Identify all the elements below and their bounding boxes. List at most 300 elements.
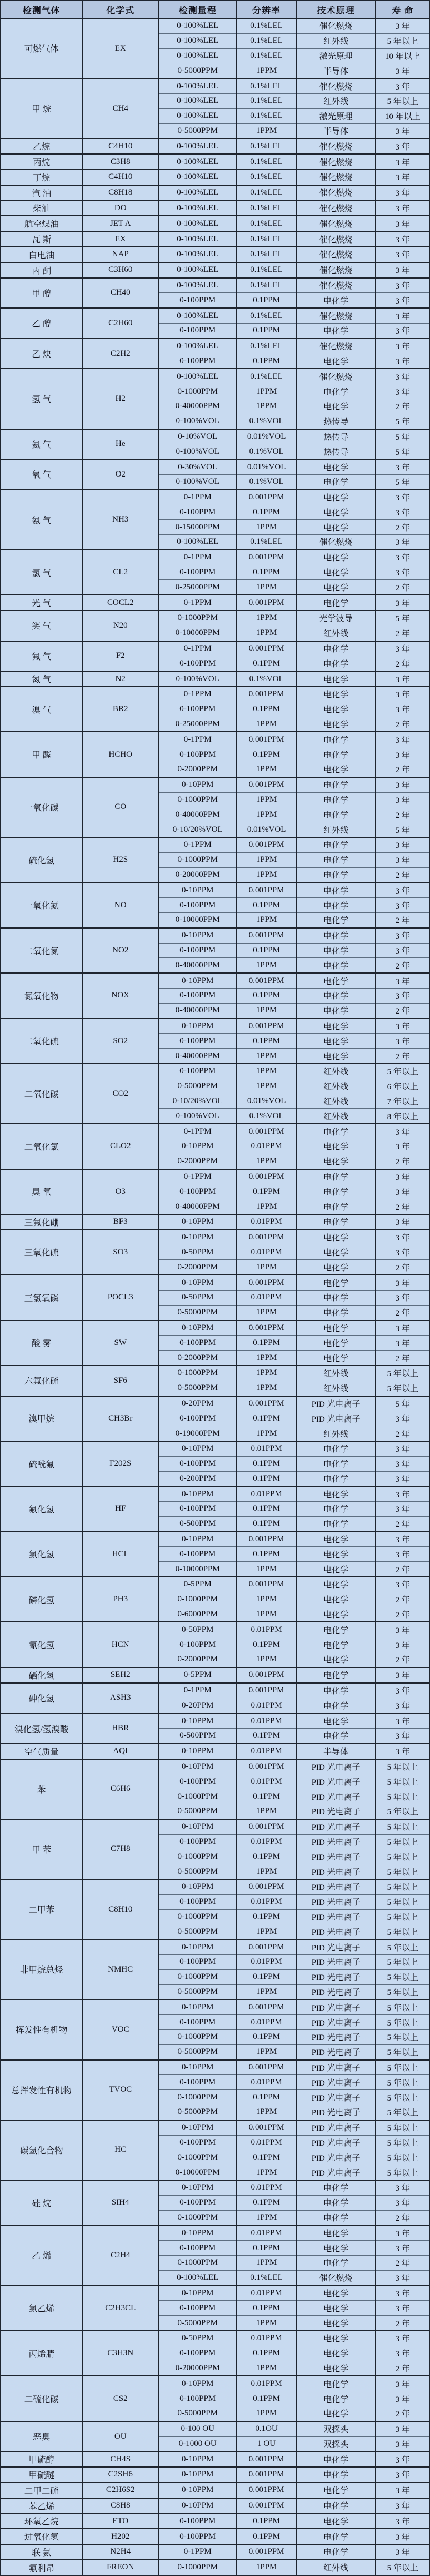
range-cell: 0-100PPM	[158, 1637, 237, 1652]
principle-cell: 电化学	[296, 641, 376, 656]
resolution-cell: 0.1OU	[237, 2421, 296, 2436]
principle-cell: PID 光电离子	[296, 1969, 376, 1984]
lifespan-cell: 10 年以上	[376, 48, 429, 63]
range-cell: 0-5000PPM	[158, 1984, 237, 1999]
lifespan-cell: 2 年	[376, 399, 429, 414]
lifespan-cell: 5 年以上	[376, 2135, 429, 2150]
range-cell: 0-100PPM	[158, 354, 237, 369]
principle-cell: 电化学	[296, 1698, 376, 1713]
resolution-cell: 0.001PPM	[237, 928, 296, 943]
range-cell: 0-100 OU	[158, 2421, 237, 2436]
resolution-cell: 1PPM	[237, 1064, 296, 1079]
range-cell: 0-100%LEL	[158, 535, 237, 550]
resolution-cell: 0.001PPM	[237, 550, 296, 565]
gas-name-cell: 环氧乙烷	[1, 2513, 82, 2529]
lifespan-cell: 3 年	[376, 1336, 429, 1351]
lifespan-cell: 3 年	[376, 505, 429, 520]
resolution-cell: 0.1PPM	[237, 2513, 296, 2529]
lifespan-cell: 5 年以上	[376, 2165, 429, 2180]
principle-cell: 电化学	[296, 807, 376, 822]
range-cell: 0-10PPM	[158, 1999, 237, 2014]
table-row	[1, 459, 429, 474]
range-cell: 0-1PPM	[158, 1124, 237, 1139]
range-cell: 0-5000PPM	[158, 1864, 237, 1879]
principle-cell: PID 光电离子	[296, 1849, 376, 1864]
range-cell: 0-100%LEL	[158, 247, 237, 262]
table-row	[1, 2483, 429, 2498]
principle-cell: 电化学	[296, 928, 376, 943]
lifespan-cell: 2 年	[376, 762, 429, 777]
gas-name-cell: 挥发性有机物	[1, 1999, 82, 2059]
resolution-cell: 1PPM	[237, 1426, 296, 1441]
resolution-cell: 0.01%VOL	[237, 822, 296, 837]
range-cell: 0-15000PPM	[158, 520, 237, 535]
lifespan-cell: 2 年	[376, 1516, 429, 1531]
range-cell: 0-1000PPM	[158, 1592, 237, 1607]
resolution-cell: 0.1%VOL	[237, 414, 296, 429]
range-cell: 0-1000PPM	[158, 792, 237, 807]
range-cell: 0-10PPM	[158, 928, 237, 943]
resolution-cell: 0.01PPM	[237, 1774, 296, 1789]
lifespan-cell: 3 年	[376, 2421, 429, 2436]
resolution-cell: 0.001PPM	[237, 490, 296, 505]
lifespan-cell: 2 年	[376, 1562, 429, 1577]
resolution-cell: 0.01PPM	[237, 2075, 296, 2090]
resolution-cell: 0.1PPM	[237, 1547, 296, 1562]
range-cell: 0-200PPM	[158, 1471, 237, 1486]
lifespan-cell: 3 年	[376, 63, 429, 78]
range-cell: 0-100PPM	[158, 1064, 237, 1079]
principle-cell: 电化学	[296, 1441, 376, 1456]
range-cell: 0-10PPM	[158, 1275, 237, 1290]
lifespan-cell: 3 年	[376, 882, 429, 897]
resolution-cell: 0.001PPM	[237, 1819, 296, 1834]
gas-name-cell: 三氯氧磷	[1, 1275, 82, 1320]
range-cell: 0-40000PPM	[158, 399, 237, 414]
resolution-cell: 0.1PPM	[237, 747, 296, 762]
range-cell: 0-100%LEL	[158, 216, 237, 231]
range-cell: 0-10PPM	[158, 2286, 237, 2301]
resolution-cell: 1PPM	[237, 1924, 296, 1939]
range-cell: 0-1PPM	[158, 837, 237, 852]
gas-name-cell: 氮氧化物	[1, 973, 82, 1018]
principle-cell: 催化燃烧	[296, 262, 376, 278]
range-cell: 0-100PPM	[158, 943, 237, 958]
range-cell: 0-10%VOL	[158, 429, 237, 444]
resolution-cell: 0.1PPM	[237, 323, 296, 338]
range-cell: 0-100PPM	[158, 565, 237, 580]
gas-name-cell: 空气质量	[1, 1744, 82, 1759]
principle-cell: 电化学	[296, 2498, 376, 2514]
resolution-cell: 0.1PPM	[237, 1909, 296, 1924]
principle-cell: 电化学	[296, 1290, 376, 1305]
range-cell: 0-20000PPM	[158, 2361, 237, 2376]
formula-cell: CH4	[82, 78, 158, 138]
gas-name-cell: 硫酰氟	[1, 1441, 82, 1486]
resolution-cell: 0.001PPM	[237, 1939, 296, 1954]
principle-cell: PID 光电离子	[296, 1396, 376, 1411]
range-cell: 0-19000PPM	[158, 1426, 237, 1441]
lifespan-cell: 2 年	[376, 656, 429, 671]
principle-cell: 电化学	[296, 1592, 376, 1607]
table-row	[1, 2421, 429, 2436]
range-cell: 0-10PPM	[158, 973, 237, 988]
resolution-cell: 0.001PPM	[237, 1275, 296, 1290]
gas-name-cell: 氯 气	[1, 550, 82, 595]
range-cell: 0-1000PPM	[158, 2029, 237, 2044]
principle-cell: 电化学	[296, 2391, 376, 2406]
formula-cell: H2	[82, 369, 158, 429]
resolution-cell: 0.1%LEL	[237, 185, 296, 201]
principle-cell: 催化燃烧	[296, 185, 376, 201]
range-cell: 0-20PPM	[158, 1396, 237, 1411]
lifespan-cell: 2 年	[376, 1426, 429, 1441]
range-cell: 0-50PPM	[158, 1245, 237, 1260]
lifespan-cell: 5 年以上	[376, 2560, 429, 2575]
resolution-cell: 0.1PPM	[237, 1729, 296, 1744]
range-cell: 0-10PPM	[158, 1214, 237, 1230]
principle-cell: 电化学	[296, 687, 376, 702]
lifespan-cell: 3 年	[376, 777, 429, 792]
principle-cell: 催化燃烧	[296, 154, 376, 170]
lifespan-cell: 3 年	[376, 792, 429, 807]
resolution-cell: 0.1PPM	[237, 1471, 296, 1486]
gas-name-cell: 丙 酮	[1, 262, 82, 278]
range-cell: 0-100PPM	[158, 1834, 237, 1849]
resolution-cell: 1PPM	[237, 1154, 296, 1169]
range-cell: 0-10PPM	[158, 2467, 237, 2483]
resolution-cell: 1PPM	[237, 913, 296, 928]
column-header-lifespan: 寿 命	[376, 1, 429, 18]
lifespan-cell: 5 年以上	[376, 1984, 429, 1999]
formula-cell: SIH4	[82, 2180, 158, 2225]
range-cell: 0-10PPM	[158, 1441, 237, 1456]
lifespan-cell: 5 年	[376, 414, 429, 429]
principle-cell: 电化学	[296, 1214, 376, 1230]
principle-cell: 电化学	[296, 973, 376, 988]
lifespan-cell: 3 年	[376, 1683, 429, 1698]
principle-cell: 电化学	[296, 1486, 376, 1501]
principle-cell: 催化燃烧	[296, 308, 376, 323]
lifespan-cell: 3 年	[376, 308, 429, 323]
resolution-cell: 0.001PPM	[237, 1396, 296, 1411]
principle-cell: 热传导	[296, 429, 376, 444]
resolution-cell: 0.1PPM	[237, 1456, 296, 1471]
gas-name-cell: 二甲苯	[1, 1879, 82, 1939]
lifespan-cell: 3 年	[376, 2451, 429, 2467]
lifespan-cell: 2 年	[376, 1652, 429, 1667]
principle-cell: PID 光电离子	[296, 1999, 376, 2014]
column-header-formula: 化学式	[82, 1, 158, 18]
range-cell: 0-100PPM	[158, 1184, 237, 1199]
formula-cell: C4H10	[82, 170, 158, 185]
range-cell: 0-25000PPM	[158, 717, 237, 732]
principle-cell: 红外线	[296, 1109, 376, 1124]
table-row	[1, 973, 429, 988]
formula-cell: C2H6S2	[82, 2483, 158, 2498]
range-cell: 0-10PPM	[158, 2225, 237, 2240]
principle-cell: 电化学	[296, 490, 376, 505]
resolution-cell: 0.1PPM	[237, 1516, 296, 1531]
principle-cell: 电化学	[296, 882, 376, 897]
resolution-cell: 0.1%LEL	[237, 339, 296, 354]
lifespan-cell: 2 年	[376, 1305, 429, 1320]
resolution-cell: 0.001PPM	[237, 1532, 296, 1547]
range-cell: 0-1000PPM	[158, 611, 237, 626]
gas-name-cell: 二氧化氮	[1, 928, 82, 973]
range-cell: 0-1000PPM	[158, 1909, 237, 1924]
lifespan-cell: 3 年	[376, 2346, 429, 2361]
range-cell: 0-100%LEL	[158, 2270, 237, 2285]
resolution-cell: 0.01PPM	[237, 1744, 296, 1759]
principle-cell: 红外线	[296, 822, 376, 837]
lifespan-cell: 5 年以上	[376, 2015, 429, 2030]
lifespan-cell: 3 年	[376, 323, 429, 338]
table-row	[1, 777, 429, 792]
resolution-cell: 0.1PPM	[237, 2090, 296, 2105]
table-row	[1, 2560, 429, 2575]
principle-cell: 电化学	[296, 2513, 376, 2529]
resolution-cell: 0.1PPM	[237, 1184, 296, 1199]
principle-cell: PID 光电离子	[296, 1879, 376, 1894]
gas-name-cell: 柴油	[1, 201, 82, 216]
resolution-cell: 1PPM	[237, 807, 296, 822]
principle-cell: 电化学	[296, 898, 376, 913]
range-cell: 0-100PPM	[158, 323, 237, 338]
resolution-cell: 0.01PPM	[237, 1214, 296, 1230]
principle-cell: 电化学	[296, 2241, 376, 2256]
table-row	[1, 339, 429, 354]
principle-cell: 电化学	[296, 384, 376, 399]
resolution-cell: 0.001PPM	[237, 595, 296, 611]
principle-cell: 电化学	[296, 1336, 376, 1351]
lifespan-cell: 2 年	[376, 2210, 429, 2225]
lifespan-cell: 7 年以上	[376, 1094, 429, 1109]
principle-cell: 电化学	[296, 2346, 376, 2361]
range-cell: 0-40000PPM	[158, 1003, 237, 1018]
table-row	[1, 2513, 429, 2529]
resolution-cell: 1PPM	[237, 2361, 296, 2376]
lifespan-cell: 3 年	[376, 928, 429, 943]
formula-cell: HCHO	[82, 732, 158, 777]
lifespan-cell: 3 年	[376, 1622, 429, 1637]
resolution-cell: 0.001PPM	[237, 1019, 296, 1034]
table-row	[1, 1819, 429, 1834]
range-cell: 0-100PPM	[158, 2075, 237, 2090]
table-row	[1, 2225, 429, 2240]
range-cell: 0-5000PPM	[158, 63, 237, 78]
principle-cell: PID 光电离子	[296, 1939, 376, 1954]
principle-cell: 电化学	[296, 1003, 376, 1018]
gas-name-cell: 二硫化碳	[1, 2376, 82, 2421]
formula-cell: BF3	[82, 1214, 158, 1230]
lifespan-cell: 3 年	[376, 201, 429, 216]
lifespan-cell: 3 年	[376, 1290, 429, 1305]
principle-cell: 电化学	[296, 565, 376, 580]
table-row	[1, 2467, 429, 2483]
principle-cell: 催化燃烧	[296, 535, 376, 550]
lifespan-cell: 3 年	[376, 973, 429, 988]
principle-cell: 催化燃烧	[296, 369, 376, 384]
range-cell: 0-10000PPM	[158, 626, 237, 641]
principle-cell: PID 光电离子	[296, 2135, 376, 2150]
principle-cell: 电化学	[296, 1034, 376, 1049]
gas-name-cell: 丁烷	[1, 170, 82, 185]
table-row	[1, 1622, 429, 1637]
table-row	[1, 732, 429, 747]
table-row	[1, 1019, 429, 1034]
formula-cell: He	[82, 429, 158, 460]
table-row	[1, 1321, 429, 1336]
principle-cell: 电化学	[296, 474, 376, 489]
formula-cell: CO	[82, 777, 158, 837]
gas-name-cell: 氟利昂	[1, 2560, 82, 2575]
resolution-cell: 0.1%LEL	[237, 170, 296, 185]
principle-cell: 电化学	[296, 1456, 376, 1471]
table-row	[1, 595, 429, 611]
formula-cell: C6H6	[82, 1759, 158, 1819]
lifespan-cell: 5 年以上	[376, 1924, 429, 1939]
lifespan-cell: 5 年以上	[376, 1879, 429, 1894]
formula-cell: COCL2	[82, 595, 158, 611]
lifespan-cell: 5 年	[376, 611, 429, 626]
principle-cell: 电化学	[296, 505, 376, 520]
lifespan-cell: 3 年	[376, 2513, 429, 2529]
gas-name-cell: 氮 气	[1, 671, 82, 687]
resolution-cell: 1PPM	[237, 1199, 296, 1214]
principle-cell: PID 光电离子	[296, 1834, 376, 1849]
gas-name-cell: 可燃气体	[1, 18, 82, 78]
resolution-cell: 0.1PPM	[237, 702, 296, 717]
principle-cell: PID 光电离子	[296, 2029, 376, 2044]
range-cell: 0-10000PPM	[158, 1562, 237, 1577]
resolution-cell: 0.01PPM	[237, 1486, 296, 1501]
formula-cell: NH3	[82, 490, 158, 550]
range-cell: 0-5000PPM	[158, 1079, 237, 1094]
resolution-cell: 0.1PPM	[237, 1637, 296, 1652]
resolution-cell: 1PPM	[237, 1049, 296, 1064]
lifespan-cell: 5 年以上	[376, 1834, 429, 1849]
lifespan-cell: 3 年	[376, 185, 429, 201]
range-cell: 0-100PPM	[158, 1411, 237, 1426]
principle-cell: PID 光电离子	[296, 2120, 376, 2135]
principle-cell: PID 光电离子	[296, 1955, 376, 1970]
gas-name-cell: 二甲二硫	[1, 2483, 82, 2498]
formula-cell: CH40	[82, 278, 158, 309]
principle-cell: PID 光电离子	[296, 1774, 376, 1789]
lifespan-cell: 3 年	[376, 1471, 429, 1486]
resolution-cell: 1PPM	[237, 1804, 296, 1819]
gas-name-cell: 光 气	[1, 595, 82, 611]
table-row	[1, 1230, 429, 1245]
range-cell: 0-5000PPM	[158, 1381, 237, 1396]
gas-name-cell: 氢 气	[1, 369, 82, 429]
resolution-cell: 0.01PPM	[237, 2331, 296, 2346]
principle-cell: PID 光电离子	[296, 2090, 376, 2105]
principle-cell: 电化学	[296, 1245, 376, 1260]
resolution-cell: 0.1PPM	[237, 1034, 296, 1049]
gas-name-cell: 苯乙烯	[1, 2498, 82, 2514]
principle-cell: 电化学	[296, 1652, 376, 1667]
principle-cell: 电化学	[296, 989, 376, 1004]
table-row	[1, 928, 429, 943]
principle-cell: PID 光电离子	[296, 1759, 376, 1774]
range-cell: 0-40000PPM	[158, 1049, 237, 1064]
gas-name-cell: 溴 气	[1, 687, 82, 732]
gas-name-cell: 氯化氢	[1, 1532, 82, 1577]
lifespan-cell: 5 年以上	[376, 1864, 429, 1879]
formula-cell: C2SH6	[82, 2467, 158, 2483]
principle-cell: 电化学	[296, 1622, 376, 1637]
formula-cell: NMHC	[82, 1939, 158, 1999]
lifespan-cell: 5 年	[376, 474, 429, 489]
formula-cell: C8H10	[82, 1879, 158, 1939]
range-cell: 0-100%LEL	[158, 108, 237, 123]
lifespan-cell: 2 年	[376, 1049, 429, 1064]
table-row	[1, 170, 429, 185]
lifespan-cell: 3 年	[376, 565, 429, 580]
resolution-cell: 0.001PPM	[237, 2120, 296, 2135]
range-cell: 0-10PPM	[158, 1879, 237, 1894]
range-cell: 0-10PPM	[158, 2180, 237, 2195]
lifespan-cell: 3 年	[376, 138, 429, 154]
table-row	[1, 154, 429, 170]
resolution-cell: 0.001PPM	[237, 2483, 296, 2498]
resolution-cell: 0.1%LEL	[237, 308, 296, 323]
formula-cell: FREON	[82, 2560, 158, 2575]
principle-cell: 电化学	[296, 2210, 376, 2225]
formula-cell: ASH3	[82, 1683, 158, 1714]
range-cell: 0-10/20%VOL	[158, 1094, 237, 1109]
table-row	[1, 278, 429, 293]
lifespan-cell: 5 年以上	[376, 93, 429, 108]
gas-name-cell: 笑 气	[1, 611, 82, 641]
gas-name-cell: 甲硫醇	[1, 2451, 82, 2467]
formula-cell: SO2	[82, 1019, 158, 1064]
table-row	[1, 18, 429, 33]
gas-name-cell: 丙烷	[1, 154, 82, 170]
range-cell: 0-1000PPM	[158, 2210, 237, 2225]
formula-cell: C3H3N	[82, 2331, 158, 2376]
range-cell: 0-100%LEL	[158, 33, 237, 48]
lifespan-cell: 5 年以上	[376, 1366, 429, 1381]
formula-cell: C2H60	[82, 308, 158, 339]
resolution-cell: 1PPM	[237, 520, 296, 535]
lifespan-cell: 3 年	[376, 293, 429, 308]
range-cell: 0-1000PPM	[158, 2560, 237, 2575]
range-cell: 0-100PPM	[158, 2301, 237, 2316]
principle-cell: 电化学	[296, 1124, 376, 1139]
range-cell: 0-100%LEL	[158, 278, 237, 293]
principle-cell: 电化学	[296, 732, 376, 747]
lifespan-cell: 3 年	[376, 1486, 429, 1501]
resolution-cell: 0.1%LEL	[237, 231, 296, 247]
principle-cell: 红外线	[296, 626, 376, 641]
principle-cell: 电化学	[296, 852, 376, 867]
principle-cell: 电化学	[296, 323, 376, 338]
resolution-cell: 0.01PPM	[237, 1713, 296, 1728]
column-header-range: 检测量程	[158, 1, 237, 18]
resolution-cell: 0.1%LEL	[237, 201, 296, 216]
range-cell: 0-100PPM	[158, 1456, 237, 1471]
lifespan-cell: 3 年	[376, 216, 429, 231]
range-cell: 0-10PPM	[158, 1230, 237, 1245]
range-cell: 0-100%LEL	[158, 185, 237, 201]
range-cell: 0-100PPM	[158, 1336, 237, 1351]
formula-cell: HF	[82, 1486, 158, 1531]
gas-name-cell: 硫化氢	[1, 837, 82, 882]
lifespan-cell: 8 年以上	[376, 1109, 429, 1124]
